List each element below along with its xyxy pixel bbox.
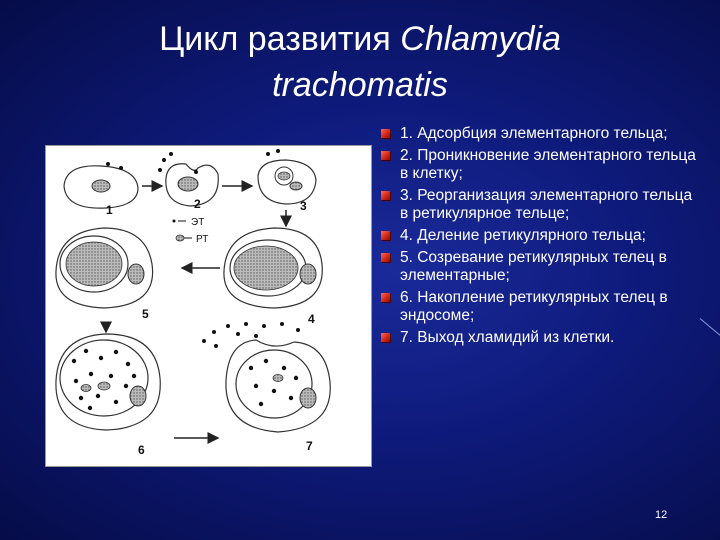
nucleus bbox=[300, 388, 316, 408]
slide-title bbox=[80, 16, 640, 108]
bullet-icon bbox=[381, 253, 390, 262]
cell-stage-3 bbox=[258, 149, 316, 204]
bullet-icon bbox=[381, 191, 390, 200]
cell-stage-4 bbox=[224, 228, 322, 308]
list-item bbox=[378, 329, 698, 347]
cell-stage-7 bbox=[202, 322, 330, 432]
cell-stage-5 bbox=[56, 228, 153, 308]
list-item bbox=[378, 249, 698, 285]
list-item bbox=[378, 289, 698, 325]
stage-label-6: 6 bbox=[138, 443, 145, 457]
nucleus bbox=[130, 386, 146, 406]
cell-stage-1 bbox=[64, 162, 138, 208]
bullet-icon bbox=[381, 293, 390, 302]
step-text: 6. Накопление ретикулярных телец в эндосоме; bbox=[400, 289, 668, 324]
page-number: 12 bbox=[655, 509, 668, 521]
stage-label-7: 7 bbox=[306, 439, 313, 453]
step-text: 5. Созревание ретикулярных телец в элементарные; bbox=[400, 249, 667, 284]
bullet-icon bbox=[381, 333, 390, 342]
nucleus bbox=[300, 264, 316, 284]
bullet-icon bbox=[381, 151, 390, 160]
nucleus bbox=[128, 264, 144, 284]
steps-list bbox=[378, 125, 698, 351]
step-text: 4. Деление ретикулярного тельца; bbox=[400, 227, 646, 244]
cell-stage-2 bbox=[158, 152, 218, 206]
stage-label-4: 4 bbox=[308, 312, 315, 326]
chlamydia-cycle-figure bbox=[45, 145, 372, 467]
stage-label-3: 3 bbox=[300, 199, 307, 213]
list-item bbox=[378, 187, 698, 223]
step-text: 3. Реорганизация элементарного тельца в ретикулярное тельце; bbox=[400, 187, 693, 222]
cell-stage-6 bbox=[56, 334, 160, 430]
stage-label-5: 5 bbox=[142, 307, 149, 321]
decorative-line bbox=[700, 318, 720, 338]
nucleus bbox=[178, 177, 198, 191]
step-text: 1. Адсорбция элементарного тельца; bbox=[400, 125, 668, 142]
step-text: 7. Выход хламидий из клетки. bbox=[400, 329, 615, 346]
title-species: trachomatis bbox=[272, 66, 448, 104]
title-prefix: Цикл развития bbox=[159, 20, 401, 58]
nucleus bbox=[92, 180, 110, 192]
stage-label-2: 2 bbox=[194, 197, 201, 211]
step-text: 2. Проникновение элементарного тельца в клетку; bbox=[400, 147, 696, 182]
nucleus bbox=[290, 182, 302, 190]
legend-rt: РТ bbox=[196, 234, 209, 245]
bullet-icon bbox=[381, 129, 390, 138]
legend-et: ЭТ bbox=[191, 217, 205, 228]
list-item bbox=[378, 147, 698, 183]
title-genus: Chlamydia bbox=[400, 20, 561, 58]
bullet-icon bbox=[381, 231, 390, 240]
stage-label-1: 1 bbox=[106, 203, 113, 217]
cycle-diagram bbox=[46, 146, 371, 466]
list-item bbox=[378, 125, 698, 143]
list-item bbox=[378, 227, 698, 245]
